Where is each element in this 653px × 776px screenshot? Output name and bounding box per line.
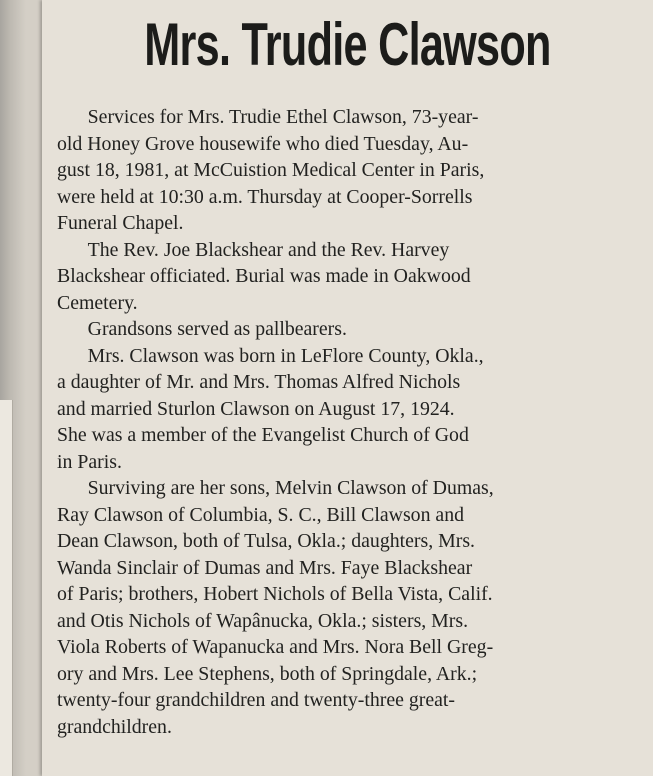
newspaper-clipping [42, 0, 653, 776]
text-line: gust 18, 1981, at McCuistion Medical Center in Paris, [57, 159, 485, 181]
text-line: Cemetery. [57, 291, 138, 314]
text-line: Grandsons served as pallbearers. [87, 318, 347, 340]
adjacent-paper-edge [0, 400, 13, 776]
text-line: Surviving are her sons, Melvin Clawson of Dumas, [87, 477, 494, 499]
text-line: old Honey Grove housewife who died Tuesday, Au- [57, 132, 469, 155]
text-line: of Paris; brothers, Hobert Nichols of Bella Vista, Calif. [57, 583, 493, 605]
text-line: ory and Mrs. Lee Stephens, both of Springdale, Ark.; [57, 662, 478, 685]
text-line: Funeral Chapel. [57, 212, 184, 234]
text-line: She was a member of the Evangelist Church of God [57, 424, 469, 446]
text-line: Ray Clawson of Columbia, S. C., Bill Clawson and [57, 503, 465, 526]
text-line: a daughter of Mr. and Mrs. Thomas Alfred Nichols [57, 371, 461, 393]
text-line: grandchildren. [57, 715, 172, 738]
text-line: were held at 10:30 a.m. Thursday at Cooper-Sorrells [57, 185, 473, 208]
text-line: The Rev. Joe Blackshear and the Rev. Harvey [87, 238, 450, 261]
text-line: Mrs. Clawson was born in LeFlore County, Okla., [87, 344, 484, 367]
text-line: and Otis Nichols of Wapânucka, Okla.; sisters, Mrs. [57, 609, 469, 632]
text-line: Wanda Sinclair of Dumas and Mrs. Faye Blackshear [57, 556, 473, 579]
obituary-headline: Mrs. Trudie Clawson [144, 11, 551, 78]
text-line: Blackshear officiated. Burial was made in Oakwood [57, 265, 471, 287]
text-line: Services for Mrs. Trudie Ethel Clawson, 73-year- [87, 106, 479, 128]
text-line: and married Sturlon Clawson on August 17, 1924. [57, 397, 455, 420]
text-line: Viola Roberts of Wapanucka and Mrs. Nora Bell Greg- [57, 636, 494, 658]
text-line: Dean Clawson, both of Tulsa, Okla.; daughters, Mrs. [57, 530, 475, 552]
text-line: twenty-four grandchildren and twenty-three great- [57, 689, 456, 711]
text-line: in Paris. [57, 450, 122, 473]
obituary-body [57, 104, 653, 740]
